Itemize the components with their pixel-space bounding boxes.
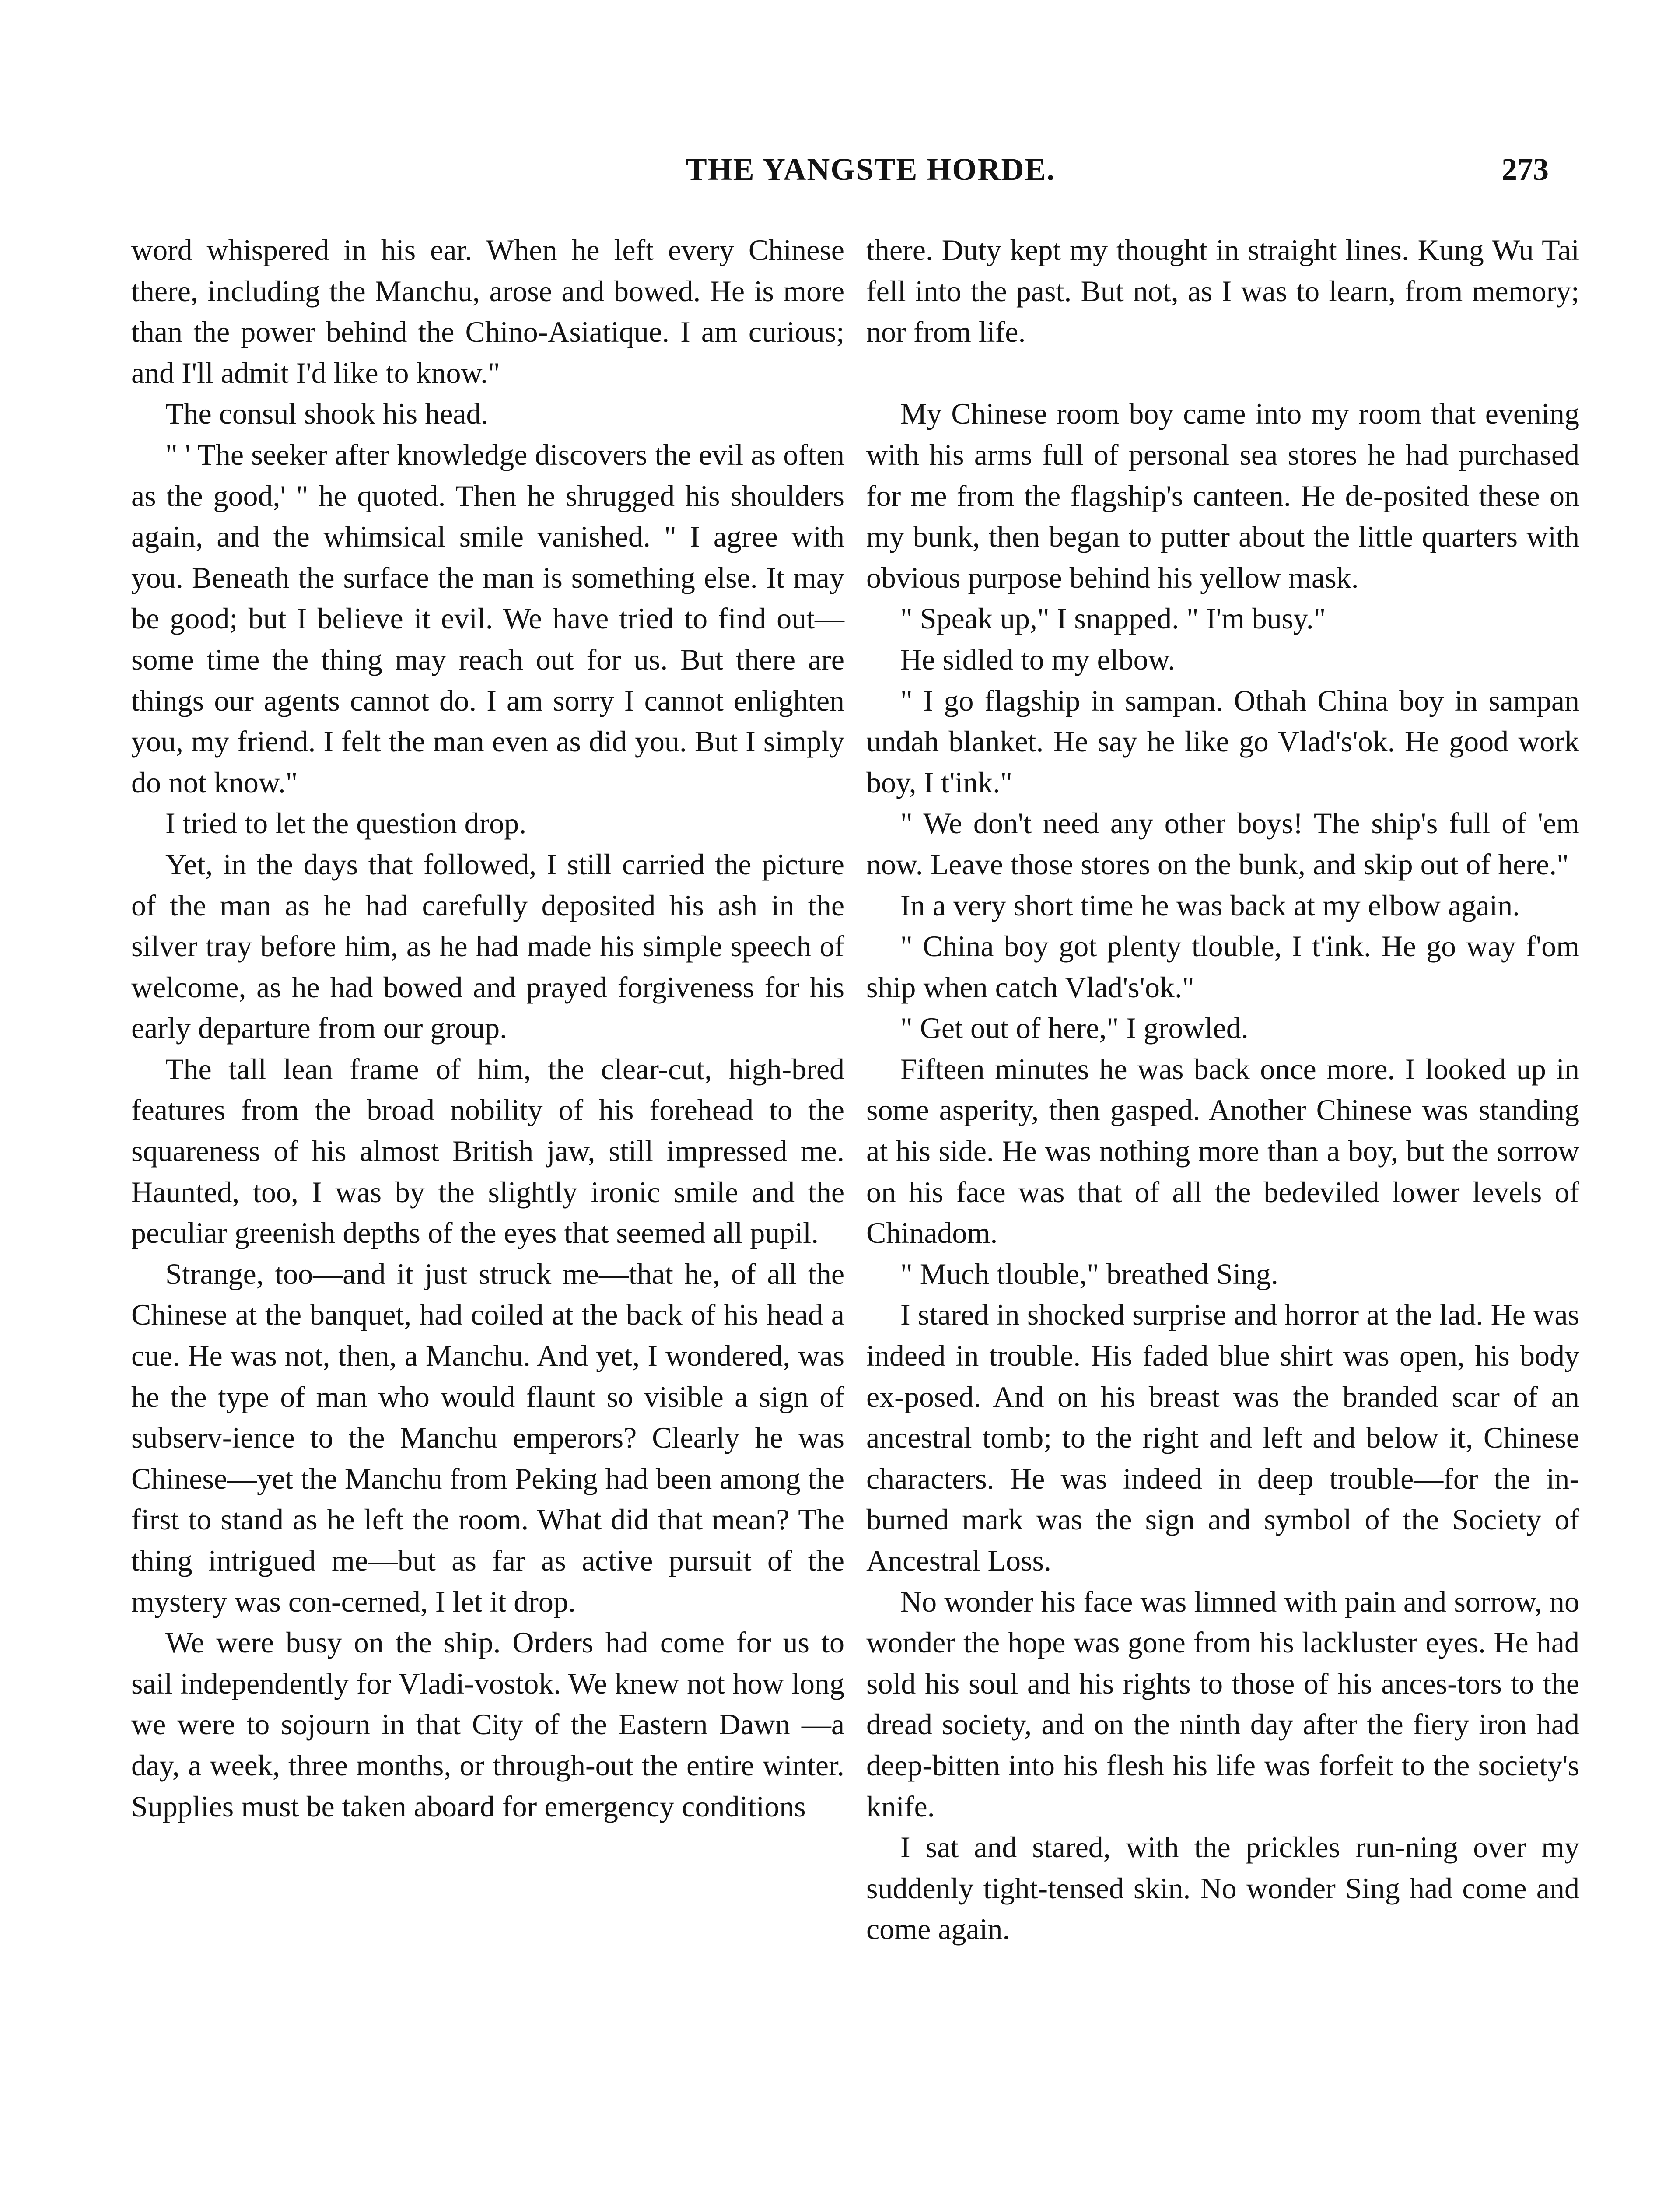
paragraph: Fifteen minutes he was back once more. I looked up in some asperity, then gasped. Another Chinese was standing at his side. He was nothing more than a boy, but the sorrow on his face was that of all the bedeviled lower levels of Chinadom. [866, 1052, 1579, 1250]
paragraph: The consul shook his head. [165, 397, 489, 431]
paragraph: word whispered in his ear. When he left every Chinese there, including the Manchu, arose and bowed. He is more than the power behind the Chino-Asiatique. I am curious; and I'll admit I'd like to know." [131, 233, 844, 389]
left-column [131, 230, 844, 1827]
page-number: 273 [1502, 152, 1549, 187]
paragraph: We were busy on the ship. Orders had come for us to sail independently for Vladi-vostok. We knew not how long we were to sojourn in that City of the Eastern Dawn —a day, a week, three months, or through-out the entire winter. Supplies must be taken aboard for emergency conditions [131, 1626, 844, 1823]
paragraph: I tried to let the question drop. [165, 806, 527, 840]
paragraph: I stared in shocked surprise and horror at the lad. He was indeed in trouble. His faded blue shirt was open, his body ex-posed. And on his breast was the branded scar of an ancestral tomb; to the right and left and below it, Chinese characters. He was indeed in deep trouble—for the in-burned mark was the sign and symbol of the Society of Ancestral Loss. [866, 1298, 1579, 1577]
paragraph: " ' The seeker after knowledge discovers the evil as often as the good,' " he quoted. Then he shrugged his shoulders again, and the whimsical smile vanished. " I agree with you. Beneath the surface the man is something else. It may be good; but I believe it evil. We have tried to find out—some time the thing may reach out for us. But there are things our agents cannot do. I am sorry I cannot enlighten you, my friend. I felt the man even as did you. But I simply do not know." [131, 438, 844, 799]
paragraph: " We don't need any other boys! The ship's full of 'em now. Leave those stores on the bunk, and skip out of here." [866, 806, 1579, 881]
paragraph: " I go flagship in sampan. Othah China boy in sampan undah blanket. He say he like go Vlad's'ok. He good work boy, I t'ink." [866, 684, 1579, 799]
paragraph: He sidled to my elbow. [900, 642, 1176, 676]
paragraph: The tall lean frame of him, the clear-cut, high-bred features from the broad nobility of his forehead to the squareness of his almost British jaw, still impressed me. Haunted, too, I was by the slightly ironic smile and the peculiar greenish depths of the eyes that seemed all pupil. [131, 1052, 844, 1250]
running-title: THE YANGSTE HORDE. [686, 152, 1056, 187]
paragraph: " Get out of here," I growled. [900, 1011, 1249, 1045]
right-column [866, 230, 1579, 1950]
paragraph: " Much tlouble," breathed Sing. [900, 1257, 1278, 1290]
paragraph: In a very short time he was back at my elbow again. [900, 888, 1520, 922]
paragraph: Yet, in the days that followed, I still carried the picture of the man as he had carefully deposited his ash in the silver tray before him, as he had made his simple speech of welcome, as he had bowed and prayed forgiveness for his early departure from our group. [131, 847, 844, 1045]
paragraph: Strange, too—and it just struck me—that he, of all the Chinese at the banquet, had coiled at the back of his head a cue. He was not, then, a Manchu. And yet, I wondered, was he the type of man who would flaunt so visible a sign of subserv-ience to the Manchu emperors? Clearly he was Chinese—yet the Manchu from Peking had been among the first to stand as he left the room. What did that mean? The thing intrigued me—but as far as active pursuit of the mystery was con-cerned, I let it drop. [131, 1257, 844, 1618]
paragraph: " China boy got plenty tlouble, I t'ink. He go way f'om ship when catch Vlad's'ok." [866, 929, 1579, 1004]
paragraph: No wonder his face was limned with pain and sorrow, no wonder the hope was gone from his lackluster eyes. He had sold his soul and his rights to those of his ances-tors to the dread society, and on the ninth day after the fiery iron had deep-bitten into his flesh his life was forfeit to the society's knife. [866, 1585, 1579, 1823]
paragraph: I sat and stared, with the prickles run-ning over my suddenly tight-tensed skin. No wonder Sing had come and come again. [866, 1830, 1579, 1946]
paragraph: there. Duty kept my thought in straight lines. Kung Wu Tai fell into the past. But not, as I was to learn, from memory; nor from life. [866, 233, 1579, 349]
paragraph: " Speak up," I snapped. " I'm busy." [900, 602, 1326, 635]
paragraph: My Chinese room boy came into my room that evening with his arms full of personal sea stores he had purchased for me from the flagship's canteen. He de-posited these on my bunk, then began to putter about the little quarters with obvious purpose behind his yellow mask. [866, 397, 1579, 594]
